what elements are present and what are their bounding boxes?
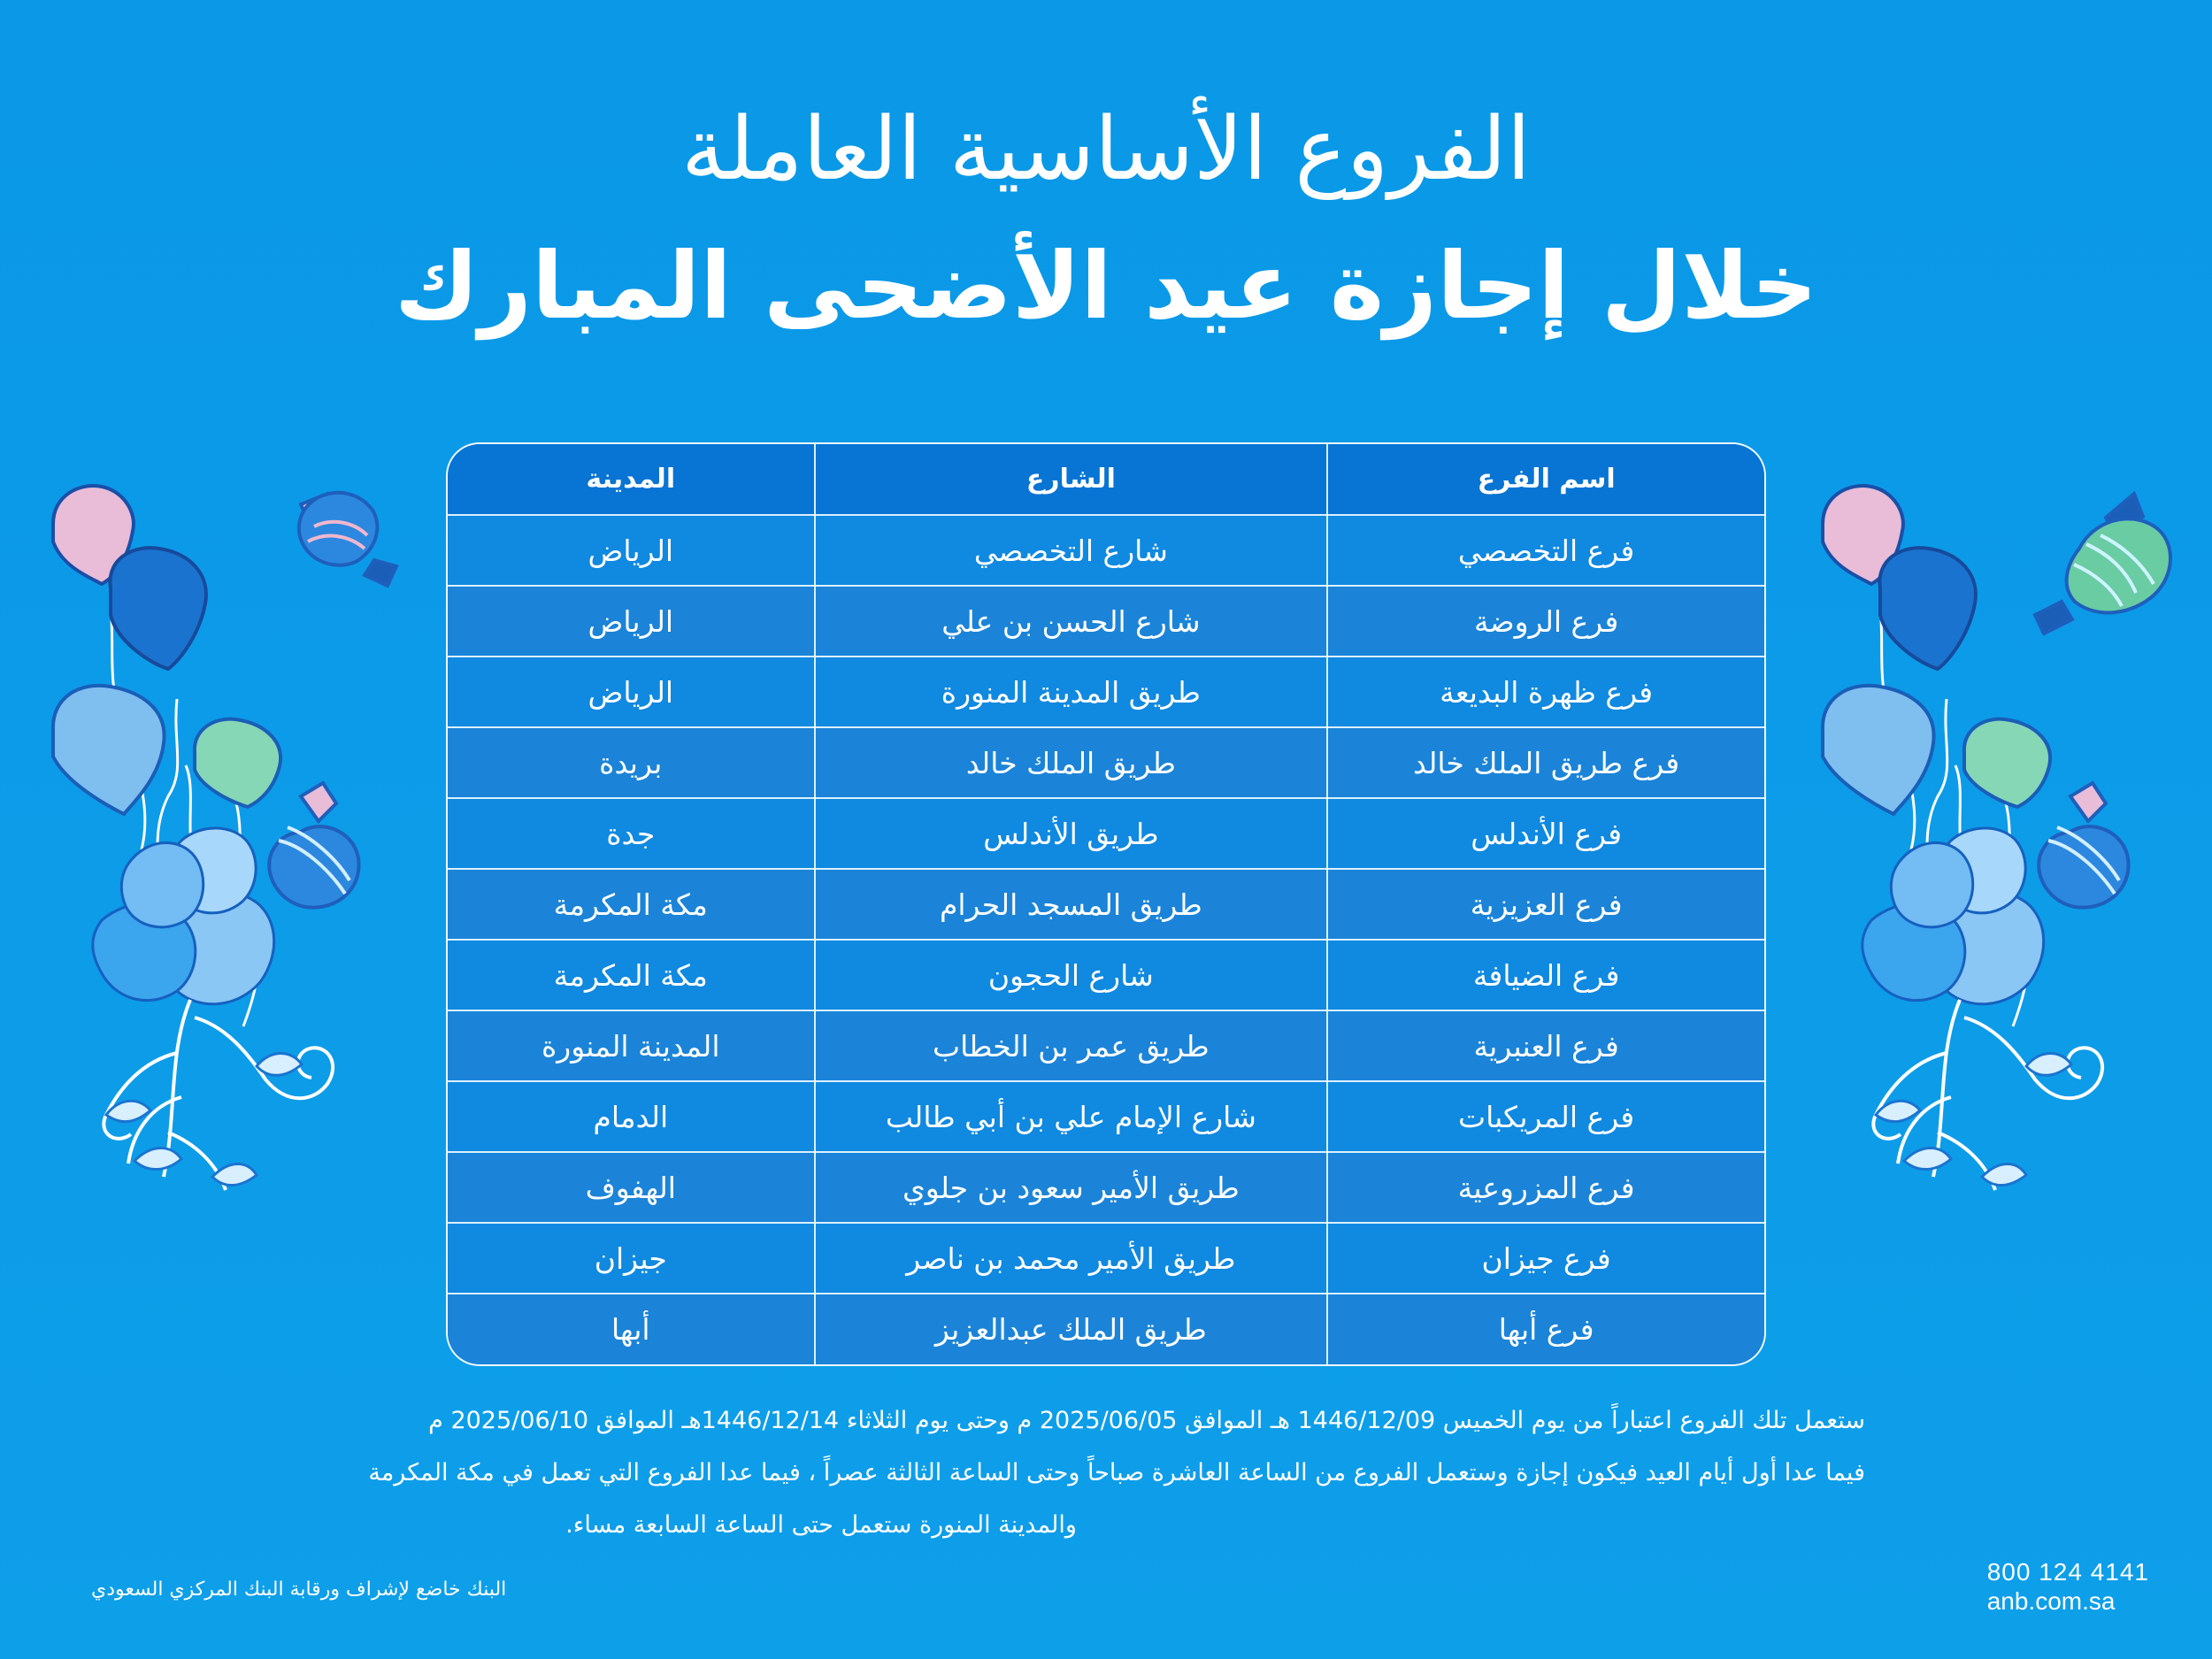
- regulator-statement: البنك خاضع لإشراف ورقابة البنك المركزي السعودي: [91, 1578, 507, 1601]
- header-city: المدينة: [448, 444, 815, 515]
- branch-name-cell: فرع جيزان: [1327, 1223, 1764, 1294]
- table-header-row: [448, 444, 1764, 515]
- city-cell: جيزان: [448, 1223, 815, 1294]
- header-branch-name: اسم الفرع: [1327, 444, 1764, 515]
- city-cell: مكة المكرمة: [448, 869, 815, 940]
- website-link[interactable]: anb.com.sa: [1986, 1587, 2116, 1615]
- city-cell: بريدة: [448, 727, 815, 798]
- city-cell: أبها: [611, 1312, 650, 1347]
- header-street: الشارع: [815, 444, 1328, 515]
- street-cell: شارع الإمام علي بن أبي طالب: [815, 1081, 1328, 1152]
- branch-name-cell: فرع الأندلس: [1327, 798, 1764, 869]
- branch-name-cell: فرع العنبرية: [1327, 1010, 1764, 1081]
- contact-info: [1987, 1557, 2149, 1616]
- street-cell: طريق الملك خالد: [815, 727, 1328, 798]
- city-cell: الرياض: [448, 586, 815, 657]
- street-cell: طريق المدينة المنورة: [815, 657, 1328, 727]
- branch-name-cell: فرع الروضة: [1327, 586, 1764, 657]
- branch-name-cell: فرع طريق الملك خالد: [1327, 727, 1764, 798]
- table-row: [448, 586, 1764, 657]
- city-cell: الرياض: [448, 657, 815, 727]
- branch-name-cell: فرع أبها: [1327, 1294, 1764, 1364]
- note-line-3: والمدينة المنورة ستعمل حتى الساعة السابعة مساء.: [565, 1511, 1077, 1539]
- table-row: [448, 515, 1764, 586]
- title-line-1: الفروع الأساسية العاملة: [681, 99, 1531, 200]
- branch-name-cell: فرع ظهرة البديعة: [1327, 657, 1764, 727]
- table-row: [448, 869, 1764, 940]
- table-row: [448, 798, 1764, 869]
- phone-number[interactable]: 800 124 4141: [1986, 1558, 2149, 1586]
- branch-name-cell: فرع التخصصي: [1327, 515, 1764, 586]
- city-cell: الدمام: [448, 1081, 815, 1152]
- working-hours-note: [273, 1394, 1865, 1551]
- title-line-2: خلال إجازة عيد الأضحى المبارك: [394, 232, 1818, 340]
- table-row: [448, 1223, 1764, 1294]
- city-cell: المدينة المنورة: [448, 1010, 815, 1081]
- table-row: [448, 1152, 1764, 1223]
- street-cell: شارع التخصصي: [815, 515, 1328, 586]
- left-decoration-illustration: [35, 478, 425, 1239]
- table-row: [448, 1081, 1764, 1152]
- note-line-1: ستعمل تلك الفروع اعتباراً من يوم الخميس 1446/12/09 هـ الموافق 2025/06/05 م وحتى يوم الثلاثاء 1446/12/14هـ الموافق 2025/06/10 م: [428, 1407, 1865, 1434]
- branch-name-cell: فرع المزروعية: [1327, 1152, 1764, 1223]
- branches-table: [448, 444, 1764, 1364]
- note-line-2: فيما عدا أول أيام العيد فيكون إجازة وستعمل الفروع من الساعة العاشرة صباحاً وحتى الساعة الثالثة عصراً ، فيما عدا الفروع التي تعمل في مكة المكرمة: [368, 1459, 1865, 1486]
- table-row: [448, 1010, 1764, 1081]
- street-cell: طريق الأندلس: [815, 798, 1328, 869]
- street-cell: طريق عمر بن الخطاب: [815, 1010, 1328, 1081]
- street-cell: طريق المسجد الحرام: [815, 869, 1328, 940]
- city-cell: الهفوف: [448, 1152, 815, 1223]
- right-decoration-illustration: [1805, 478, 2203, 1239]
- street-cell: شارع الحسن بن علي: [815, 586, 1328, 657]
- street-cell: طريق الأمير سعود بن جلوي: [815, 1152, 1328, 1223]
- branches-table-container: [446, 442, 1766, 1366]
- street-cell: طريق الملك عبدالعزيز: [815, 1294, 1328, 1364]
- table-row: [448, 727, 1764, 798]
- city-cell: مكة المكرمة: [448, 940, 815, 1010]
- branch-name-cell: فرع المريكبات: [1327, 1081, 1764, 1152]
- street-cell: شارع الحجون: [815, 940, 1328, 1010]
- table-row: [448, 657, 1764, 727]
- branch-name-cell: فرع العزيزية: [1327, 869, 1764, 940]
- city-cell: جدة: [448, 798, 815, 869]
- branch-name-cell: فرع الضيافة: [1327, 940, 1764, 1010]
- city-cell: الرياض: [448, 515, 815, 586]
- table-row: [448, 940, 1764, 1010]
- table-row: [448, 1294, 1764, 1364]
- street-cell: طريق الأمير محمد بن ناصر: [815, 1223, 1328, 1294]
